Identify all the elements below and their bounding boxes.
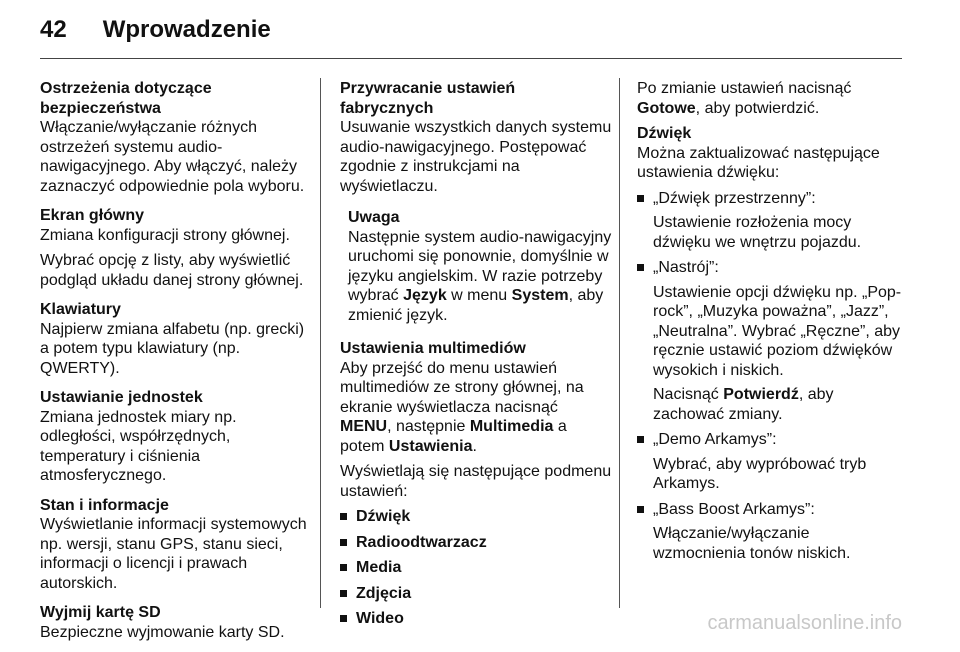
column-3 (637, 79, 905, 573)
submenu-list (340, 507, 612, 629)
bullet-icon (637, 264, 644, 271)
list-item: „Dźwięk przestrzenny”: Ustawienie rozłożenia mocy dźwięku we wnętrzu pojazdu. (637, 189, 905, 253)
section-title: Ostrzeżenia dotyczące (40, 80, 212, 97)
column-divider (619, 78, 620, 608)
section-text: Można zaktualizować następujące ustawienia dźwięku: (637, 144, 880, 181)
section-text: Usuwanie wszystkich danych systemu audio-nawigacyjnego. Postępować zgodnie z instrukcjami na wyświetlaczu. (340, 119, 612, 195)
section-remove-sd (40, 603, 308, 642)
section-title: Przywracanie ustawień fabrycznych (340, 80, 516, 117)
column-1 (40, 79, 308, 652)
list-item: Dźwięk (340, 507, 612, 527)
page-title: Wprowadzenie (102, 16, 271, 43)
section-home-screen (40, 206, 308, 290)
list-item: „Nastrój”: Ustawienie opcji dźwięku np. „Pop-rock”, „Muzyka poważna”, „Jazz”, „Neutralna”. Wybrać „Ręczne”, aby ręcznie ustawić poziom dźwięków wysokich i niskich. Nacisnąć Potwierdź, aby zachować zmiany. (637, 258, 905, 424)
section-title: Ustawienia multimediów (340, 340, 526, 357)
column-divider (320, 78, 321, 608)
section-text: Wyświetlanie informacji systemowych np. wersji, stanu GPS, stanu sieci, informacji o licencji i prawach autorskich. (40, 516, 307, 592)
bullet-icon (340, 513, 347, 520)
note-box (348, 208, 612, 325)
section-text: Bezpieczne wyjmowanie karty SD. (40, 623, 285, 641)
section-status-info (40, 496, 308, 594)
section-multimedia-settings (340, 339, 612, 629)
bullet-icon (637, 195, 644, 202)
bullet-icon (340, 590, 347, 597)
list-item: Radioodtwarzacz (340, 533, 612, 553)
section-text: Wyświetlają się następujące podmenu ustawień: (340, 463, 612, 500)
header-rule (40, 58, 902, 59)
section-text: Aby przejść do menu ustawień multimediów ze strony głównej, na ekranie wyświetlacza nacisnąć MENU, następnie Multimedia a potem Ustawienia. (340, 359, 584, 455)
note-title: Uwaga (348, 209, 400, 226)
watermark: carmanualsonline.info (707, 612, 902, 634)
section-title: Klawiatury (40, 301, 121, 318)
section-title: Stan i informacje (40, 496, 169, 514)
section-safety-warnings (40, 79, 308, 196)
section-keyboards (40, 300, 308, 378)
section-factory-reset (340, 79, 612, 196)
section-title: Wyjmij kartę SD (40, 604, 161, 621)
section-text: Najpierw zmiana alfabetu (np. grecki) a potem typu klawiatury (np. QWERTY). (40, 320, 305, 377)
note-text: Następnie system audio-nawigacyjny uruchomi się ponownie, domyślnie w języku angielskim. W razie potrzeby wybrać Język w menu System, aby zmienić język. (348, 228, 612, 324)
section-title: Ekran główny (40, 207, 145, 224)
section-units (40, 388, 308, 486)
section-text: Zmiana konfiguracji strony głównej. (40, 226, 290, 244)
list-item: Zdjęcia (340, 584, 612, 604)
page-header (40, 16, 271, 48)
section-text: Zmiana jednostek miary np. odległości, współrzędnych, temperatury i ciśnienia atmosferycznego. (40, 408, 237, 484)
section-title: Ustawianie jednostek (40, 389, 203, 406)
list-item: „Bass Boost Arkamys”: Włączanie/wyłączanie wzmocnienia tonów niskich. (637, 500, 905, 564)
section-text: Wybrać opcję z listy, aby wyświetlić podgląd układu danej strony głównej. (40, 252, 304, 289)
bullet-icon (637, 436, 644, 443)
list-item: „Demo Arkamys”: Wybrać, aby wypróbować tryb Arkamys. (637, 430, 905, 494)
section-sound (637, 124, 905, 563)
bullet-icon (340, 615, 347, 622)
section-text: Włączanie/wyłączanie różnych ostrzeżeń systemu audio-nawigacyjnego. Aby włączyć, należy zaznaczyć odpowiednie pola wyboru. (40, 119, 305, 195)
intro-text: Po zmianie ustawień nacisnąć Gotowe, aby potwierdzić. (637, 80, 852, 117)
bullet-icon (637, 506, 644, 513)
list-item: Wideo (340, 609, 612, 629)
bullet-icon (340, 539, 347, 546)
section-title: bezpieczeństwa (40, 99, 161, 117)
sound-options-list (637, 189, 905, 564)
list-item: Media (340, 558, 612, 578)
section-title: Dźwięk (637, 125, 692, 142)
page-number: 42 (40, 16, 67, 43)
column-2 (340, 79, 612, 639)
bullet-icon (340, 564, 347, 571)
